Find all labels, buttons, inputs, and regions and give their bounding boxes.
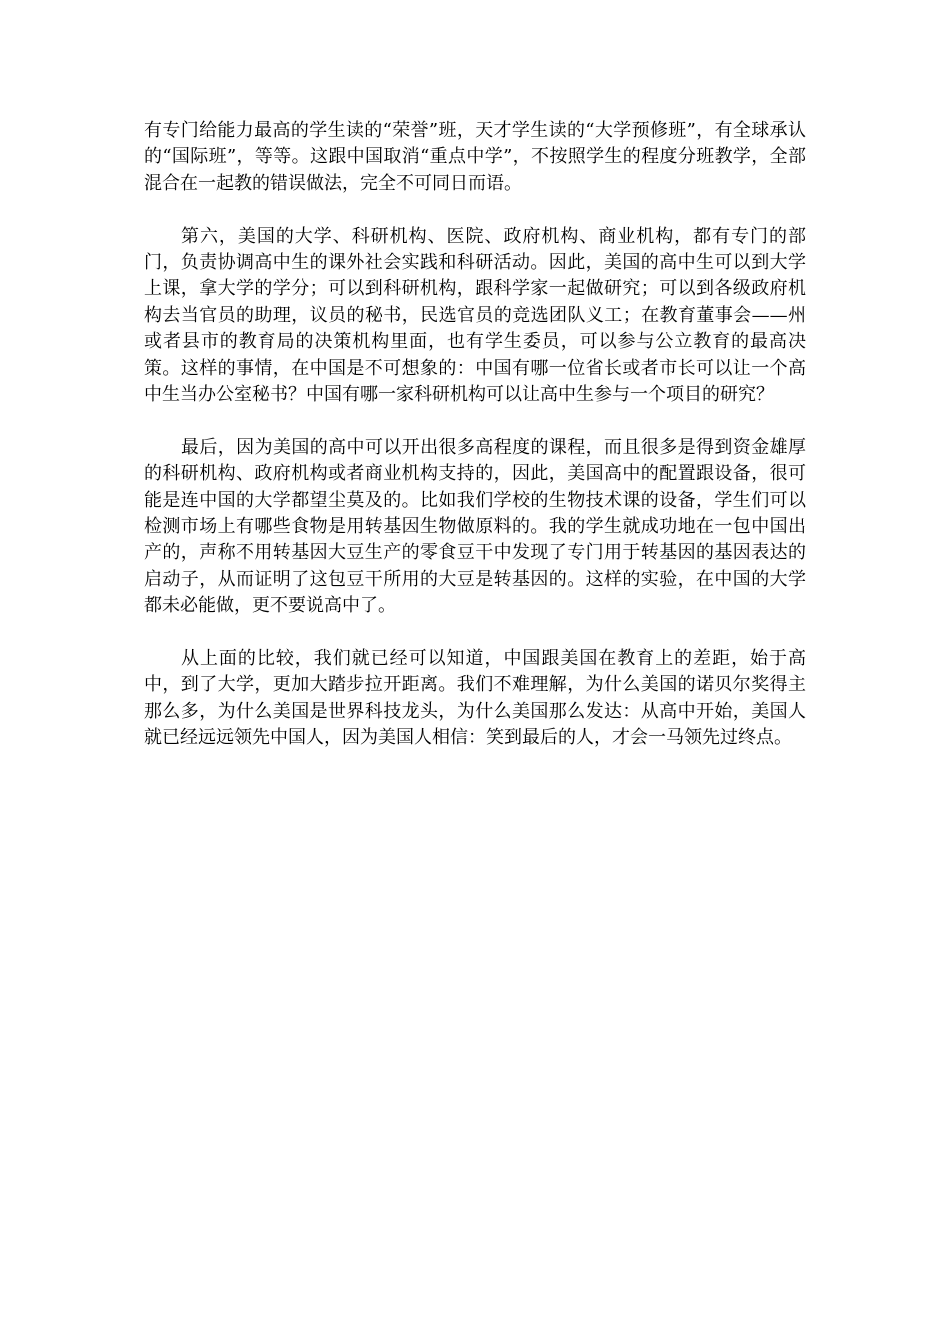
- paragraph-equipment: 最后，因为美国的高中可以开出很多高程度的课程，而且很多是得到资金雄厚的科研机构、政府机构或者商业机构支持的，因此，美国高中的配置跟设备，很可能是连中国的大学都望尘莫及的。比如我们学校的生物技术课的设备，学生们可以检测市场上有哪些食物是用转基因生物做原料的。我的学生就成功地在一包中国出产的，声称不用转基因大豆生产的零食豆干中发现了专门用于转基因的基因表达的启动子，从而证明了这包豆干所用的大豆是转基因的。这样的实验，在中国的大学都未必能做，更不要说高中了。: [144, 436, 806, 617]
- document-page: [144, 118, 806, 778]
- paragraph-conclusion: 从上面的比较，我们就已经可以知道，中国跟美国在教育上的差距，始于高中，到了大学，更加大踏步拉开距离。我们不难理解，为什么美国的诺贝尔奖得主那么多，为什么美国是世界科技龙头，为什么美国那么发达：从高中开始，美国人就已经远远领先中国人，因为美国人相信：笑到最后的人，才会一马领先过终点。: [144, 648, 806, 749]
- paragraph-honors-classes: 有专门给能力最高的学生读的“荣誉”班，天才学生读的“大学预修班”，有全球承认的“国际班”，等等。这跟中国取消“重点中学”，不按照学生的程度分班教学，全部混合在一起教的错误做法，完全不可同日而语。: [144, 120, 806, 194]
- paragraph-sixth-point: 第六，美国的大学、科研机构、医院、政府机构、商业机构，都有专门的部门，负责协调高中生的课外社会实践和科研活动。因此，美国的高中生可以到大学上课，拿大学的学分；可以到科研机构，跟科学家一起做研究；可以到各级政府机构去当官员的助理，议员的秘书，民选官员的竞选团队义工；在教育董事会——州或者县市的教育局的决策机构里面，也有学生委员，可以参与公立教育的最高决策。这样的事情，在中国是不可想象的：中国有哪一位省长或者市长可以让一个高中生当办公室秘书？中国有哪一家科研机构可以让高中生参与一个项目的研究？: [144, 225, 806, 406]
